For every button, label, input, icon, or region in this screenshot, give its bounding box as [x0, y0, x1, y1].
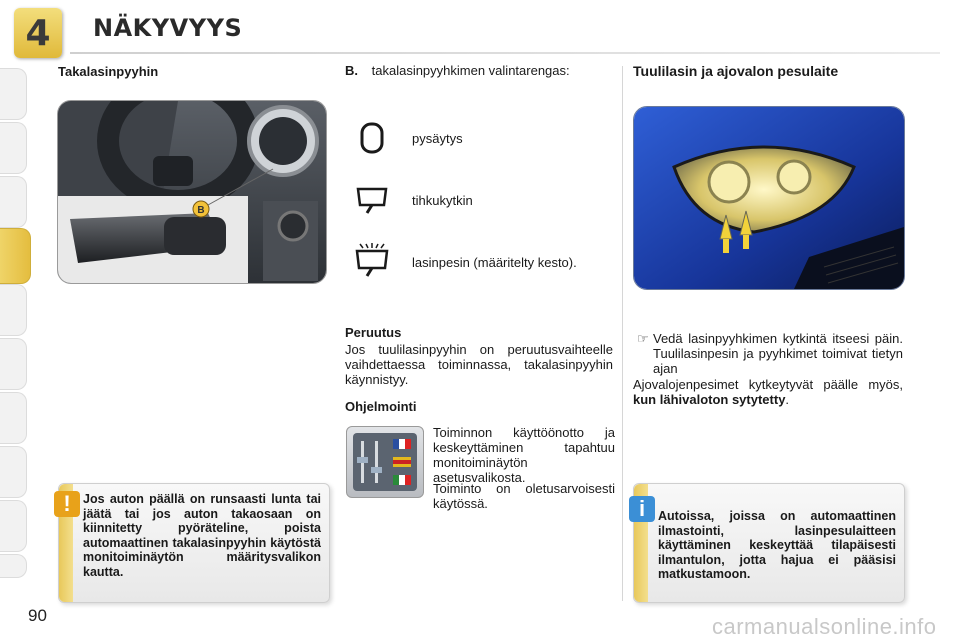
warning-note [58, 483, 330, 603]
peruutus-text: Jos tuulilasinpyyhin on peruutusvaihteelle vaihdettaessa toiminnassa, takalasinpyyhin käynnistyy. [345, 342, 613, 387]
chapter-badge [14, 8, 62, 58]
headlamp-washer-photo [633, 106, 905, 290]
page-number: 90 [28, 606, 47, 625]
intermittent-wiper-icon [352, 180, 392, 220]
washer-icon [352, 240, 392, 280]
stop-icon [352, 118, 392, 158]
headlamp-washer-paragraph [633, 377, 903, 407]
column-divider [622, 66, 623, 601]
option-stop-label: pysäytys [412, 131, 463, 146]
wiper-ring-text: takalasinpyyhkimen valintarengas: [371, 63, 570, 78]
svg-text:B: B [197, 205, 205, 216]
option-washer-label: lasinpesin (määritelty kesto). [412, 255, 577, 270]
paragraph-text: Ajovalojenpesimet kytkeytyvät päälle myös, [633, 377, 903, 392]
display-settings-icon [346, 426, 424, 498]
chapter-tab-1[interactable] [0, 68, 27, 120]
paragraph-bold: kun lähivaloton sytytetty [633, 392, 786, 407]
paragraph-end: . [785, 392, 790, 407]
option-intermittent-label: tihkukytkin [412, 193, 473, 208]
ohjelmointi-text-1: Toiminnon käyttöönotto ja keskeyttäminen tapahtuu monitoiminäytön asetusvalikosta. [433, 425, 615, 485]
chapter-tab-7[interactable] [0, 392, 27, 444]
chapter-tab-2[interactable] [0, 122, 27, 174]
chapter-number: 4 [25, 12, 51, 54]
warning-exclamation-icon: ! [54, 491, 80, 517]
wiper-ring-letter: B. [345, 63, 358, 78]
chapter-title: NÄKYVYYS [93, 14, 243, 42]
section-title-rear-wiper: Takalasinpyyhin [58, 64, 159, 79]
watermark: carmanualsonline.info [712, 614, 937, 639]
chapter-tab-4-active[interactable] [0, 228, 31, 284]
info-icon: i [629, 496, 655, 522]
bullet-text: Vedä lasinpyyhkimen kytkintä itseesi päin. Tuulilasinpesin ja pyyhkimet toimivat tietyn ajan [653, 331, 903, 376]
header-divider [70, 52, 940, 54]
bullet-hand-icon: ☞ [637, 331, 649, 346]
rear-wiper-stalk-photo [57, 100, 327, 284]
section-title-washer: Tuulilasin ja ajovalon pesulaite [633, 63, 839, 79]
warning-note-text: Jos auton päällä on runsaasti lunta tai jäätä tai jos auton takaosaan on kiinnitetty pyöräteline, poista automaattinen takalasinpyyhin käytöstä monitoiminäytön määritysvalikon kautta. [83, 492, 321, 579]
info-note-text: Autoissa, joissa on automaattinen ilmastointi, lasinpesulaitteen käyttäminen keskeyttää tilapäisesti ilmantulon, jotta hajua ei pääsisi matkustamoon. [658, 509, 896, 581]
chapter-tab-9[interactable] [0, 500, 27, 552]
ohjelmointi-title: Ohjelmointi [345, 399, 417, 414]
peruutus-title: Peruutus [345, 325, 402, 340]
chapter-tab-10[interactable] [0, 554, 27, 578]
chapter-tab-6[interactable] [0, 338, 27, 390]
chapter-tab-5[interactable] [0, 284, 27, 336]
info-note [633, 483, 905, 603]
ohjelmointi-text-2: Toiminto on oletusarvoisesti käytössä. [433, 481, 615, 511]
chapter-tab-8[interactable] [0, 446, 27, 498]
chapter-tab-3[interactable] [0, 176, 27, 228]
wiper-ring-lead [345, 63, 570, 78]
